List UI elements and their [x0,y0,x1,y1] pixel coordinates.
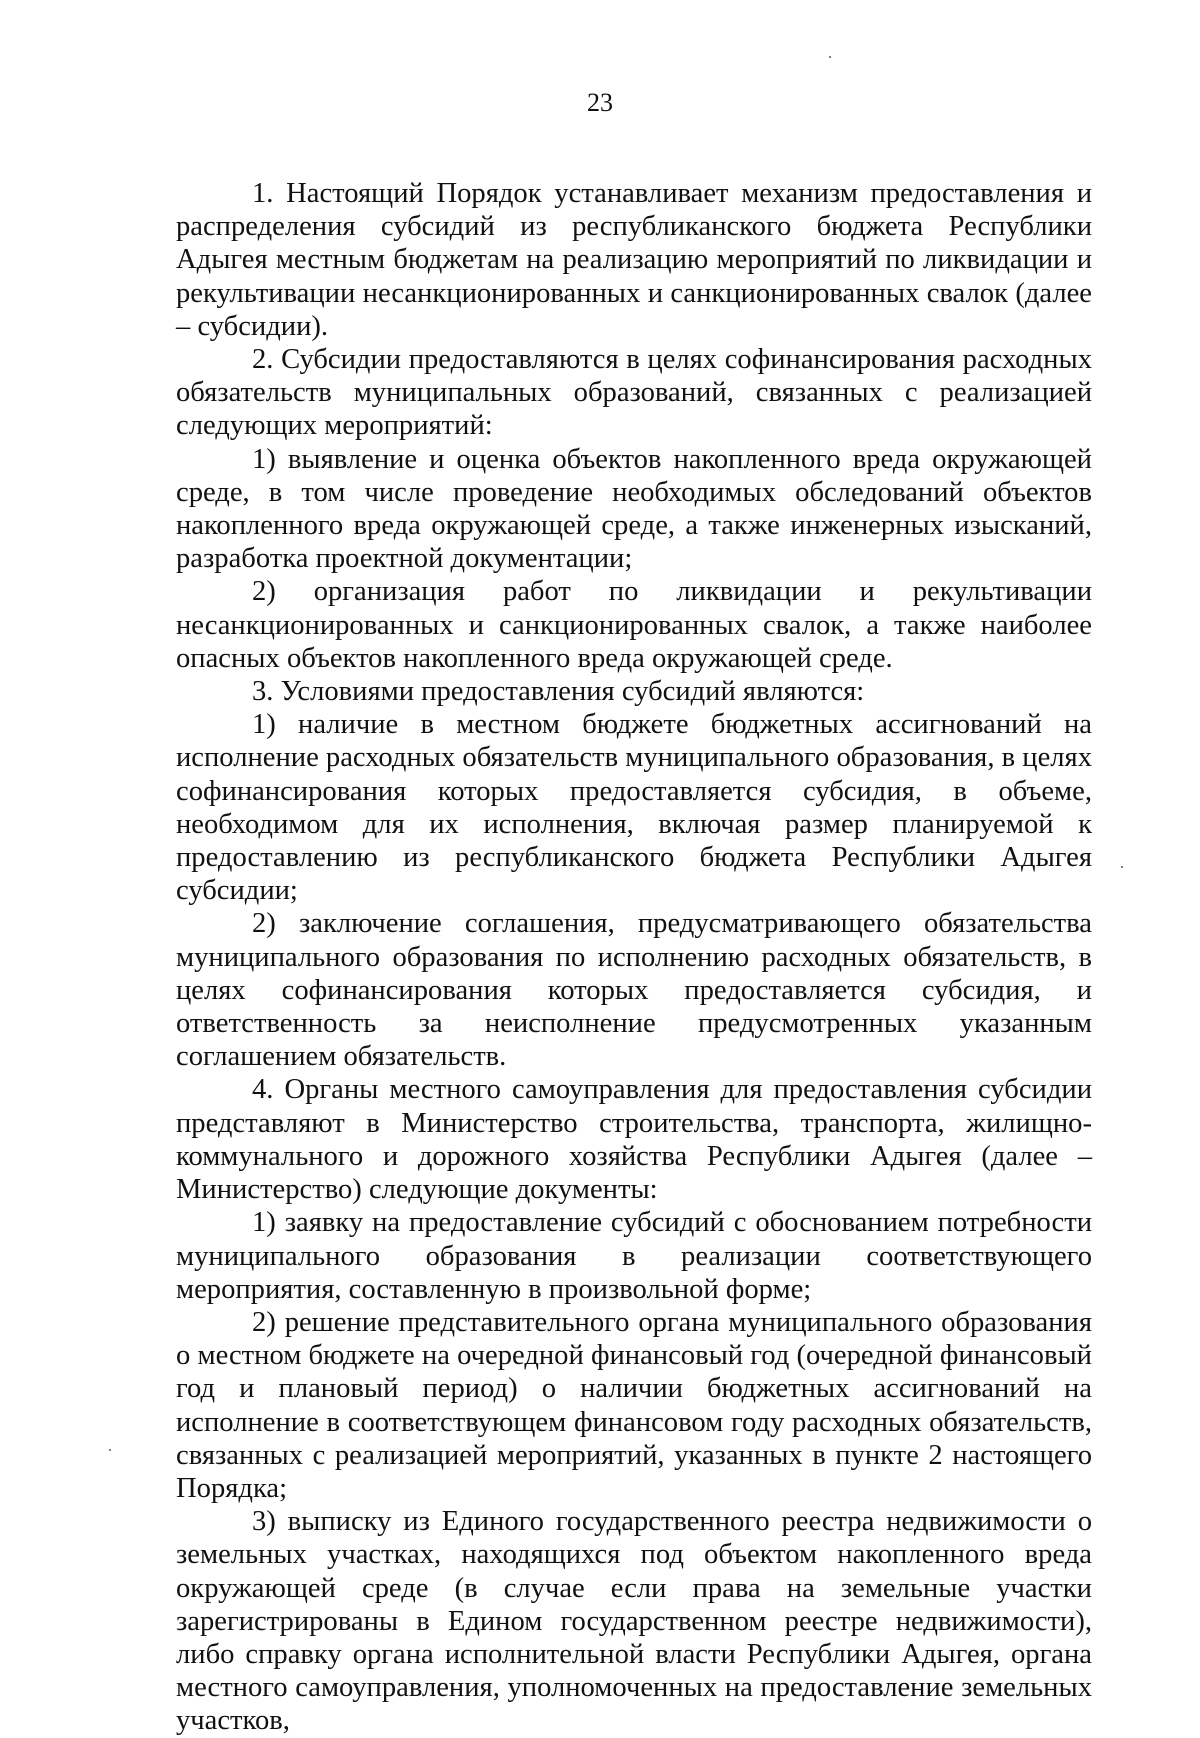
paragraph-1: 1. Настоящий Порядок устанавливает механизм предоставления и распределения субсидий из республиканского бюджета Республики Адыгея местным бюджетам на реализацию мероприятий по ликвидации и рекультивации несанкционированных и санкционированных свалок (далее – субсидии). [176,178,1092,342]
paragraph-4-item-1: 1) заявку на предоставление субсидий с обоснованием потребности муниципального образования в реализации соответствующего мероприятия, составленную в произвольной форме; [176,1207,1092,1305]
paragraph-3-item-2: 2) заключение соглашения, предусматривающего обязательства муниципального образования по исполнению расходных обязательств, в целях софинансирования которых предоставляется субсидия, и ответственность за неисполнение предусмотренных указанным соглашением обязательств. [176,908,1092,1073]
paragraph-2-item-1: 1) выявление и оценка объектов накопленного вреда окружающей среде, в том числе проведение необходимых обследований объектов накопленного вреда окружающей среде, а также инженерных изысканий, разработка проектной документации; [176,443,1092,575]
paragraph-2: 2. Субсидии предоставляются в целях софинансирования расходных обязательств муниципальных образований, связанных с реализацией следующих мероприятий: [176,344,1092,442]
document-body [176,177,1092,1738]
scan-speck [109,1449,111,1451]
scan-speck [829,56,831,58]
scan-speck [1121,866,1123,868]
paragraph-4: 4. Органы местного самоуправления для предоставления субсидии представляют в Министерство строительства, транспорта, жилищно-коммунального и дорожного хозяйства Республики Адыгея (далее – Министерство) следующие документы: [176,1074,1092,1206]
paragraph-3-item-1: 1) наличие в местном бюджете бюджетных ассигнований на исполнение расходных обязательств муниципального образования, в целях софинансирования которых предоставляется субсидия, в объеме, необходимом для их исполнения, включая размер планируемой к предоставлению из республиканского бюджета Республики Адыгея субсидии; [176,709,1092,907]
paragraph-4-item-2: 2) решение представительного органа муниципального образования о местном бюджете на очередной финансовый год (очередной финансовый год и плановый период) о наличии бюджетных ассигнований на исполнение в соответствующем финансовом году расходных обязательств, связанных с реализацией мероприятий, указанных в пункте 2 настоящего Порядка; [176,1306,1092,1504]
paragraph-4-item-3: 3) выписку из Единого государственного реестра недвижимости о земельных участках, находящихся под объектом накопленного вреда окружающей среде (в случае если права на земельные участки зарегистрированы в Едином государственном реестре недвижимости), либо справку органа исполнительной власти Республики Адыгея, органа местного самоуправления, уполномоченных на предоставление земельных участков, [176,1506,1092,1737]
paragraph-3: 3. Условиями предоставления субсидий являются: [252,676,865,708]
paragraph-2-item-2: 2) организация работ по ликвидации и рекультивации несанкционированных и санкционированных свалок, а также наиболее опасных объектов накопленного вреда окружающей среде. [176,576,1092,674]
page-number: 23 [587,88,613,117]
